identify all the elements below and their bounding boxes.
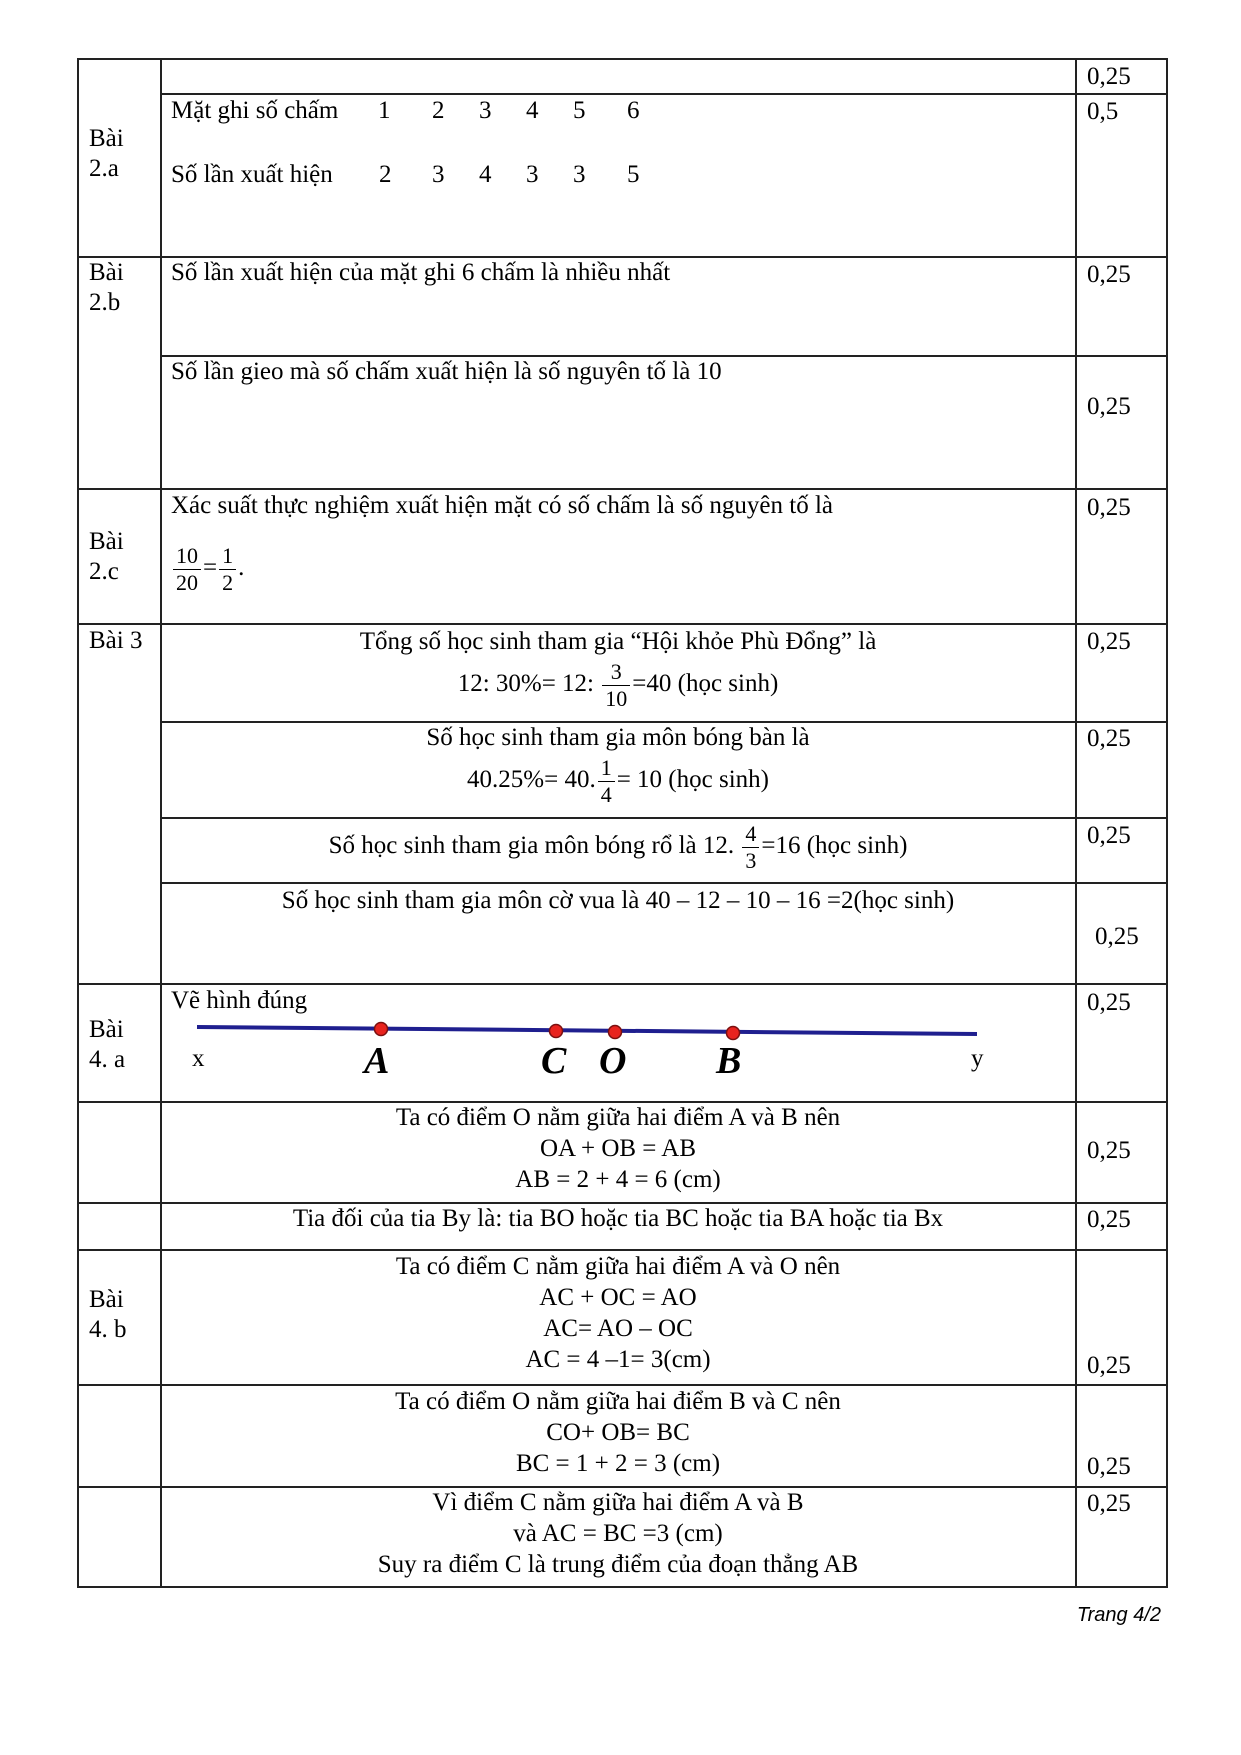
freq-table-cell: 3: [432, 161, 445, 188]
numerator: 1: [598, 755, 615, 782]
answer-line: Vì điểm C nằm giữa hai điểm A và B: [432, 1489, 804, 1516]
ray-label-y: y: [971, 1045, 984, 1072]
freq-table-cell: 1: [378, 97, 391, 124]
answer-line: AC + OC = AO: [539, 1284, 697, 1311]
answer-line: CO+ OB= BC: [546, 1419, 690, 1446]
score: 0,25: [1087, 63, 1131, 90]
answer-line: OA + OB = AB: [539, 1135, 696, 1162]
denominator: 4: [600, 782, 612, 807]
score: 0,25: [1087, 1206, 1131, 1233]
point-label-c: C: [541, 1040, 567, 1082]
freq-table-cell: 3: [573, 161, 586, 188]
label-line: 2.b: [89, 289, 121, 316]
freq-table-cell: 3: [526, 161, 539, 188]
row-3-label: Bài 3: [89, 627, 143, 654]
numerator: 10: [173, 543, 201, 570]
answer-line: Suy ra điểm C là trung điểm của đoạn thẳng AB: [377, 1551, 859, 1578]
answer-line: Ta có điểm O nằm giữa hai điểm B và C nên: [395, 1388, 841, 1415]
answer-line: BC = 1 + 2 = 3 (cm): [515, 1450, 721, 1477]
answer-line: Số lần xuất hiện của mặt ghi 6 chấm là nhiều nhất: [171, 259, 671, 286]
ray-label-x: x: [192, 1045, 205, 1072]
freq-table-row2-label: Số lần xuất hiện: [171, 161, 333, 188]
calc-text: = 10 (học sinh): [616, 766, 769, 794]
freq-table-cell: 2: [432, 97, 445, 124]
answer-line: AC = 4 –1= 3(cm): [525, 1346, 711, 1373]
answer-line: AB = 2 + 4 = 6 (cm): [515, 1166, 721, 1193]
point-b-dot: [727, 1027, 740, 1040]
score: 0,25: [1087, 989, 1131, 1016]
freq-table-cell: 5: [627, 161, 640, 188]
calc-text: 40.25%= 40.: [467, 766, 596, 794]
equals-sign: =: [203, 554, 218, 582]
denominator: 3: [745, 848, 757, 873]
point-label-a: A: [364, 1040, 390, 1082]
freq-table-cell: 5: [573, 97, 586, 124]
freq-table-row1-label: Mặt ghi số chấm: [171, 97, 339, 124]
answer-line: AC= AO – OC: [543, 1315, 693, 1342]
answer-line: Vẽ hình đúng: [171, 987, 308, 1014]
score: 0,5: [1087, 98, 1119, 125]
answer-line: Ta có điểm C nằm giữa hai điểm A và O nên: [395, 1253, 841, 1280]
denominator: 10: [605, 686, 628, 711]
freq-table-cell: 4: [479, 161, 492, 188]
period: .: [238, 554, 245, 582]
label-line: Bài: [89, 259, 124, 286]
calc-text: 12: 30%= 12:: [457, 670, 595, 698]
score: 0,25: [1087, 725, 1131, 752]
point-a-dot: [375, 1023, 388, 1036]
point-c-dot: [550, 1025, 563, 1038]
numerator: 1: [219, 543, 236, 570]
row-4b-label: [89, 1285, 127, 1345]
score: 0,25: [1095, 923, 1139, 950]
label-line: Bài: [89, 528, 124, 555]
score: 0,25: [1087, 1453, 1131, 1480]
ray-line: [197, 1027, 977, 1034]
freq-table-cell: 4: [526, 97, 539, 124]
denominator: 20: [176, 570, 198, 595]
freq-table-cell: 6: [627, 97, 640, 124]
label-line: Bài: [89, 1286, 124, 1313]
point-label-o: O: [599, 1040, 627, 1082]
answer-line: Tổng số học sinh tham gia “Hội khỏe Phù Đổng” là: [359, 628, 877, 655]
answer-line: Ta có điểm O nằm giữa hai điểm A và B nên: [395, 1104, 841, 1131]
score: 0,25: [1087, 628, 1131, 655]
score: 0,25: [1087, 1137, 1131, 1164]
score: 0,25: [1087, 393, 1131, 420]
answer-line: Tia đối của tia By là: tia BO hoặc tia BC hoặc tia BA hoặc tia Bx: [292, 1205, 944, 1232]
label-line: 2.c: [89, 558, 119, 585]
label-line: 4. b: [89, 1316, 127, 1343]
calc-text: =40 (học sinh): [632, 670, 779, 698]
answer-line: Số học sinh tham gia môn bóng bàn là: [426, 724, 810, 751]
label-line: Bài: [89, 1016, 124, 1043]
freq-table-cell: 3: [479, 97, 492, 124]
numerator: 3: [602, 659, 630, 686]
point-o-dot: [609, 1026, 622, 1039]
score: 0,25: [1087, 822, 1131, 849]
point-label-b: B: [716, 1040, 742, 1082]
answer-line: Xác suất thực nghiệm xuất hiện mặt có số chấm là số nguyên tố là: [171, 492, 833, 519]
numerator: 4: [742, 821, 759, 848]
answer-line: Số lần gieo mà số chấm xuất hiện là số nguyên tố là 10: [171, 358, 722, 385]
score: 0,25: [1087, 1490, 1131, 1517]
score: 0,25: [1087, 494, 1131, 521]
answer-line: và AC = BC =3 (cm): [513, 1520, 723, 1547]
freq-table-cell: 2: [379, 161, 392, 188]
denominator: 2: [222, 570, 234, 595]
label-line: 4. a: [89, 1046, 126, 1073]
label-line: Bài: [89, 125, 124, 152]
calc-text: =16 (học sinh): [761, 832, 908, 860]
score: 0,25: [1087, 261, 1131, 288]
score: 0,25: [1087, 1352, 1131, 1379]
answer-line: Số học sinh tham gia môn cờ vua là 40 – 12 – 10 – 16 =2(học sinh): [281, 887, 955, 914]
page-footer: Trang 4/2: [1076, 1604, 1161, 1626]
calc-text: Số học sinh tham gia môn bóng rổ là 12.: [328, 832, 735, 860]
label-line: 2.a: [89, 155, 119, 182]
